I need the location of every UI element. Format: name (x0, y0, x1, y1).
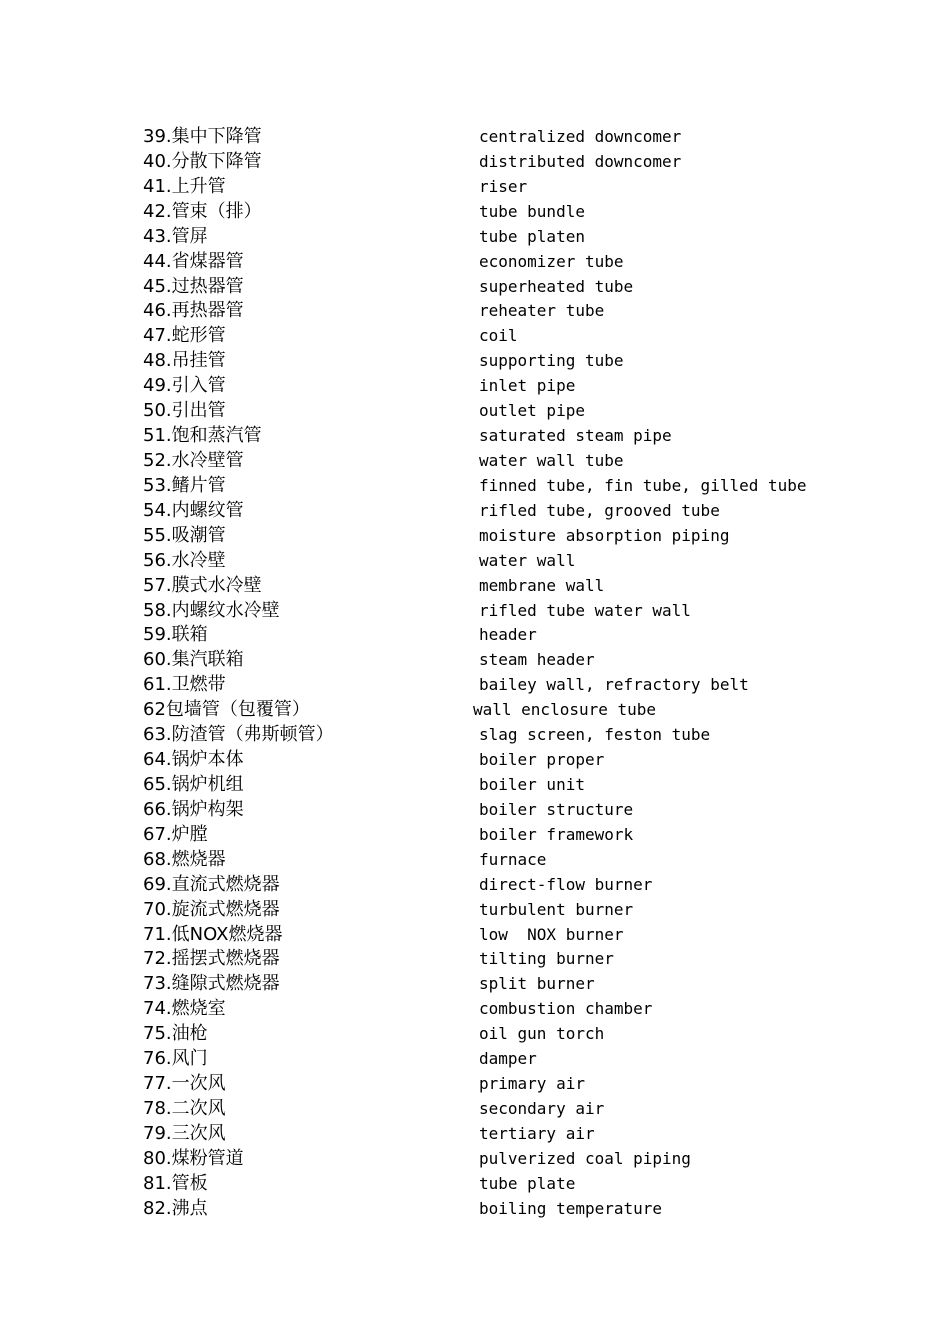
glossary-row (0, 275, 950, 300)
glossary-row (0, 798, 950, 823)
chinese-term: 64.锅炉本体 (143, 749, 244, 771)
glossary-row (0, 175, 950, 200)
english-translation: slag screen, feston tube (479, 725, 711, 745)
chinese-term: 53.鳍片管 (143, 474, 226, 496)
glossary-row (0, 399, 950, 424)
glossary-row (0, 549, 950, 574)
english-translation: boiler unit (479, 774, 585, 794)
english-translation: moisture absorption piping (479, 525, 730, 545)
english-translation: steam header (479, 650, 595, 670)
english-translation: supporting tube (479, 351, 624, 371)
glossary-row (0, 748, 950, 773)
chinese-term: 44.省煤器管 (143, 250, 244, 272)
english-translation: boiler structure (479, 799, 634, 819)
chinese-term: 71.低NOX燃烧器 (143, 923, 283, 945)
english-translation: membrane wall (479, 575, 605, 595)
glossary-row (0, 150, 950, 175)
chinese-term: 45.过热器管 (143, 275, 244, 297)
glossary-row (0, 225, 950, 250)
glossary-row (0, 623, 950, 648)
english-translation: oil gun torch (479, 1024, 605, 1044)
english-translation: wall enclosure tube (473, 700, 657, 720)
english-translation: superheated tube (479, 276, 634, 296)
chinese-term: 80.煤粉管道 (143, 1147, 244, 1169)
glossary-row (0, 574, 950, 599)
chinese-term: 76.风门 (143, 1048, 208, 1070)
chinese-term: 50.引出管 (143, 400, 226, 422)
english-translation: rifled tube water wall (479, 600, 691, 620)
english-translation: riser (479, 176, 528, 196)
english-translation: boiler proper (479, 750, 605, 770)
english-translation: tube platen (479, 226, 585, 246)
english-translation: boiling temperature (479, 1198, 663, 1218)
chinese-term: 74.燃烧室 (143, 998, 226, 1020)
english-translation: turbulent burner (479, 899, 634, 919)
glossary-row (0, 524, 950, 549)
english-translation: pulverized coal piping (479, 1148, 691, 1168)
glossary-row (0, 1122, 950, 1147)
glossary-row (0, 374, 950, 399)
chinese-term: 75.油枪 (143, 1023, 208, 1045)
glossary-row (0, 1097, 950, 1122)
english-translation: inlet pipe (479, 376, 576, 396)
chinese-term: 63.防渣管（弗斯顿管） (143, 724, 334, 746)
glossary-row (0, 823, 950, 848)
english-translation: primary air (479, 1074, 585, 1094)
english-translation: damper (479, 1049, 537, 1069)
glossary-row (0, 723, 950, 748)
glossary-row (0, 898, 950, 923)
english-translation: secondary air (479, 1098, 605, 1118)
glossary-row (0, 848, 950, 873)
glossary-row (0, 923, 950, 948)
english-translation: centralized downcomer (479, 127, 682, 146)
english-translation: header (479, 625, 537, 645)
chinese-term: 70.旋流式燃烧器 (143, 898, 280, 920)
english-translation: outlet pipe (479, 401, 585, 421)
chinese-term: 61.卫燃带 (143, 674, 226, 696)
english-translation: combustion chamber (479, 999, 653, 1019)
chinese-term: 58.内螺纹水冷壁 (143, 599, 280, 621)
glossary-row (0, 125, 950, 150)
chinese-term: 65.锅炉机组 (143, 773, 244, 795)
chinese-term: 69.直流式燃烧器 (143, 873, 280, 895)
english-translation: boiler framework (479, 824, 634, 844)
chinese-term: 54.内螺纹管 (143, 499, 244, 521)
chinese-term: 72.摇摆式燃烧器 (143, 948, 280, 970)
chinese-term: 68.燃烧器 (143, 848, 226, 870)
english-translation: water wall tube (479, 450, 624, 470)
chinese-term: 77.一次风 (143, 1073, 226, 1095)
glossary-row (0, 997, 950, 1022)
english-translation: coil (479, 326, 518, 346)
english-translation: low NOX burner (479, 924, 624, 944)
glossary-row (0, 1147, 950, 1172)
chinese-term: 41.上升管 (143, 175, 226, 197)
chinese-term: 82.沸点 (143, 1197, 208, 1219)
glossary-row (0, 449, 950, 474)
chinese-term: 49.引入管 (143, 375, 226, 397)
chinese-term: 43.管屏 (143, 225, 208, 247)
glossary-row (0, 947, 950, 972)
chinese-term: 66.锅炉构架 (143, 798, 244, 820)
chinese-term: 62包墙管（包覆管） (143, 699, 310, 721)
english-translation: tube plate (479, 1173, 576, 1193)
chinese-term: 60.集汽联箱 (143, 649, 244, 671)
glossary-row (0, 1047, 950, 1072)
chinese-term: 55.吸潮管 (143, 524, 226, 546)
chinese-term: 73.缝隙式燃烧器 (143, 973, 280, 995)
chinese-term: 47.蛇形管 (143, 325, 226, 347)
chinese-term: 42.管束（排） (143, 200, 262, 222)
glossary-row (0, 324, 950, 349)
english-translation: tilting burner (479, 949, 614, 969)
chinese-term: 46.再热器管 (143, 300, 244, 322)
glossary-row (0, 424, 950, 449)
glossary-row (0, 773, 950, 798)
chinese-term: 67.炉膛 (143, 823, 208, 845)
english-translation: tube bundle (479, 201, 585, 221)
english-translation: water wall (479, 550, 576, 570)
chinese-term: 40.分散下降管 (143, 150, 262, 172)
english-translation: split burner (479, 974, 595, 994)
chinese-term: 81.管板 (143, 1172, 208, 1194)
english-translation: bailey wall, refractory belt (479, 675, 749, 695)
glossary-row (0, 1022, 950, 1047)
english-translation: furnace (479, 849, 547, 869)
chinese-term: 51.饱和蒸汽管 (143, 425, 262, 447)
chinese-term: 78.二次风 (143, 1097, 226, 1119)
glossary-row (0, 349, 950, 374)
glossary-row (0, 299, 950, 324)
english-translation: saturated steam pipe (479, 426, 672, 446)
glossary-row (0, 250, 950, 275)
glossary-row (0, 648, 950, 673)
glossary-row (0, 599, 950, 624)
english-translation: rifled tube, grooved tube (479, 500, 720, 520)
english-translation: tertiary air (479, 1123, 595, 1143)
glossary-row (0, 673, 950, 698)
chinese-term: 56.水冷壁 (143, 549, 226, 571)
english-translation: finned tube, fin tube, gilled tube (479, 475, 807, 495)
glossary-row (0, 1072, 950, 1097)
glossary-row (0, 499, 950, 524)
glossary-row (0, 474, 950, 499)
glossary-row (0, 698, 950, 723)
chinese-term: 79.三次风 (143, 1122, 226, 1144)
glossary-row (0, 873, 950, 898)
chinese-term: 59.联箱 (143, 624, 208, 646)
glossary-row (0, 972, 950, 997)
glossary-row (0, 1172, 950, 1197)
chinese-term: 52.水冷壁管 (143, 449, 244, 471)
glossary-row (0, 1197, 950, 1222)
english-translation: reheater tube (479, 301, 605, 321)
english-translation: distributed downcomer (479, 151, 682, 171)
chinese-term: 48.吊挂管 (143, 350, 226, 372)
chinese-term: 57.膜式水冷壁 (143, 574, 262, 596)
english-translation: economizer tube (479, 251, 624, 271)
chinese-term: 39.集中下降管 (143, 126, 262, 147)
glossary-list (0, 125, 950, 1222)
glossary-row (0, 200, 950, 225)
english-translation: direct-flow burner (479, 874, 653, 894)
